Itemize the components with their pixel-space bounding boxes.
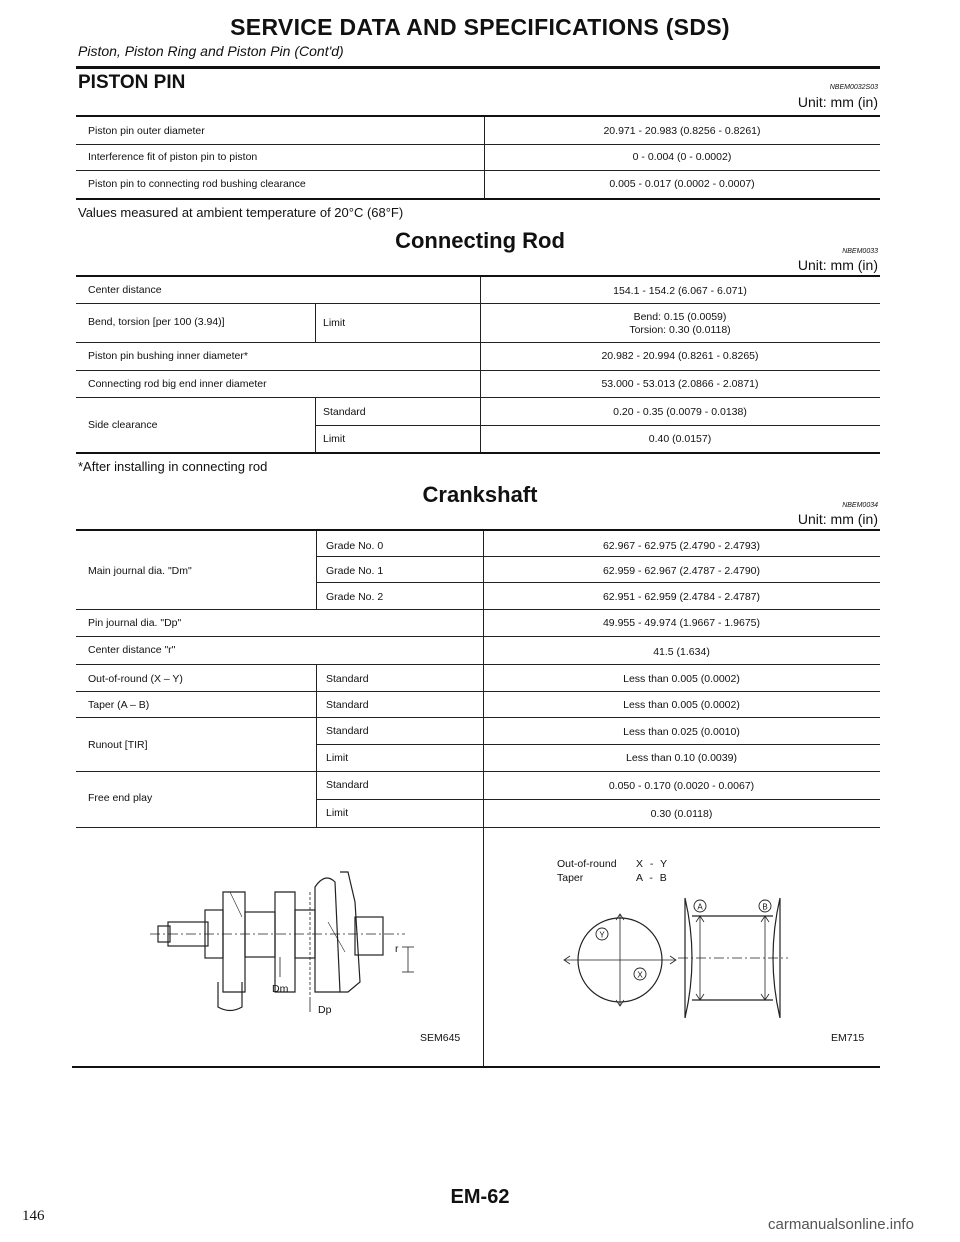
row-divider <box>76 636 880 637</box>
end-play-limit-value: 0.30 (0.0118) <box>650 808 713 820</box>
runout-limit: Limit <box>326 752 349 764</box>
runout-standard-value: Less than 0.025 (0.0010) <box>623 726 740 738</box>
r-label: r <box>395 943 399 955</box>
legend-taper: Taper <box>557 872 584 884</box>
row-divider <box>76 827 880 828</box>
piston-pin-code: NBEM0032S03 <box>829 84 878 91</box>
row-divider <box>76 771 880 772</box>
row-divider <box>76 370 880 371</box>
connecting-rod-title: Connecting Rod <box>395 228 565 253</box>
legend-out-of-round: Out-of-round <box>557 858 617 870</box>
out-of-round-label: Out-of-round (X – Y) <box>88 673 183 685</box>
side-clearance-limit-value: 0.40 (0.0157) <box>648 433 712 445</box>
figure-right-caption: EM715 <box>831 1032 865 1044</box>
row-divider <box>76 303 880 304</box>
pin-journal-label: Pin journal dia. "Dp" <box>88 617 182 629</box>
grade-value: 62.959 - 62.967 (2.4787 - 2.4790) <box>602 565 761 577</box>
bend-torsion-sub: Limit <box>323 317 346 329</box>
side-clearance-standard: Standard <box>323 406 366 418</box>
crankshaft-sub-divider <box>316 531 317 609</box>
bushing-label: Piston pin bushing inner diameter* <box>88 350 248 362</box>
row-divider <box>76 144 880 145</box>
bushing-value: 20.982 - 20.994 (0.8261 - 0.8265) <box>601 350 759 362</box>
taper-label: Taper (A – B) <box>88 699 150 711</box>
journal-measurement-diagram <box>560 888 800 1028</box>
center-distance-value: 154.1 - 154.2 (6.067 - 6.071) <box>613 285 747 297</box>
center-distance-r-label: Center distance "r" <box>88 644 176 656</box>
piston-pin-table-bottom <box>76 198 880 200</box>
piston-pin-row-value: 20.971 - 20.983 (0.8256 - 0.8261) <box>603 125 761 137</box>
out-of-round-value: Less than 0.005 (0.0002) <box>623 673 740 685</box>
page-title: SERVICE DATA AND SPECIFICATIONS (SDS) <box>230 14 730 40</box>
mark-y: Y <box>599 930 605 940</box>
bend-torsion-label: Bend, torsion [per 100 (3.94)] <box>88 316 225 328</box>
center-distance-label: Center distance <box>88 284 162 296</box>
dm-label: Dm <box>272 983 289 995</box>
crankshaft-code: NBEM0034 <box>842 502 878 509</box>
piston-pin-note: Values measured at ambient temperature of 20°C (68°F) <box>78 205 404 220</box>
piston-pin-table-top <box>76 115 880 117</box>
side-clearance-standard-value: 0.20 - 0.35 (0.0079 - 0.0138) <box>613 406 747 418</box>
out-of-round-sub: Standard <box>326 673 369 685</box>
crankshaft-sub-divider <box>316 664 317 828</box>
connecting-rod-unit: Unit: mm (in) <box>797 257 878 273</box>
connecting-rod-code: NBEM0033 <box>842 248 878 255</box>
piston-pin-row-value: 0.005 - 0.017 (0.0002 - 0.0007) <box>609 178 755 190</box>
crankshaft-table-top <box>76 529 880 531</box>
row-divider <box>76 609 880 610</box>
grade-value: 62.967 - 62.975 (2.4790 - 2.4793) <box>602 540 761 552</box>
crankshaft-unit: Unit: mm (in) <box>797 511 878 527</box>
page-subtitle: Piston, Piston Ring and Piston Pin (Cont'd) <box>78 43 344 59</box>
watermark: carmanualsonline.info <box>768 1216 914 1233</box>
end-play-standard: Standard <box>326 779 369 791</box>
dp-label: Dp <box>318 1004 332 1016</box>
row-divider <box>76 717 880 718</box>
row-divider <box>76 342 880 343</box>
header-divider <box>76 66 880 69</box>
piston-pin-title: PISTON PIN <box>78 72 186 93</box>
runout-label: Runout [TIR] <box>88 739 148 751</box>
mark-a: A <box>697 902 703 912</box>
page-label: EM-62 <box>450 1186 510 1208</box>
row-divider <box>316 556 880 557</box>
row-divider <box>76 664 880 665</box>
big-end-value: 53.000 - 53.013 (2.0866 - 2.0871) <box>601 378 759 390</box>
grade-label: Grade No. 1 <box>326 565 384 577</box>
end-play-label: Free end play <box>88 792 153 804</box>
side-clearance-label: Side clearance <box>88 419 158 431</box>
piston-pin-unit: Unit: mm (in) <box>797 94 878 110</box>
piston-pin-row-label: Piston pin to connecting rod bushing clearance <box>88 178 306 190</box>
torsion-value: Torsion: 0.30 (0.0118) <box>629 324 731 336</box>
main-journal-label: Main journal dia. "Dm" <box>88 565 192 577</box>
taper-sub: Standard <box>326 699 369 711</box>
grade-label: Grade No. 0 <box>326 540 384 552</box>
connecting-rod-table-top <box>76 275 880 277</box>
row-divider <box>76 170 880 171</box>
connecting-rod-table-bottom <box>76 452 880 454</box>
piston-pin-row-label: Piston pin outer diameter <box>88 125 205 137</box>
row-divider <box>316 582 880 583</box>
bend-value: Bend: 0.15 (0.0059) <box>633 311 727 323</box>
mark-b: B <box>762 902 768 912</box>
piston-pin-row-value: 0 - 0.004 (0 - 0.0002) <box>632 151 732 163</box>
crankshaft-table-bottom <box>72 1066 880 1068</box>
row-divider <box>315 425 880 426</box>
big-end-label: Connecting rod big end inner diameter <box>88 378 267 390</box>
taper-formula: A - B <box>636 872 669 884</box>
runout-limit-value: Less than 0.10 (0.0039) <box>626 752 737 764</box>
mark-x: X <box>637 970 643 980</box>
side-clearance-limit: Limit <box>323 433 346 445</box>
connecting-rod-note: *After installing in connecting rod <box>78 459 268 474</box>
oor-formula: X - Y <box>636 858 670 870</box>
connecting-rod-sub-divider <box>315 304 316 342</box>
piston-pin-row-label: Interference fit of piston pin to piston <box>88 151 258 163</box>
crankshaft-title: Crankshaft <box>422 482 538 507</box>
grade-value: 62.951 - 62.959 (2.4784 - 2.4787) <box>602 591 761 603</box>
runout-standard: Standard <box>326 725 369 737</box>
grade-label: Grade No. 2 <box>326 591 384 603</box>
end-play-standard-value: 0.050 - 0.170 (0.0020 - 0.0067) <box>608 780 755 792</box>
figure-left-caption: SEM645 <box>420 1032 461 1044</box>
row-divider <box>316 744 880 745</box>
page-number: 146 <box>22 1208 45 1224</box>
crankshaft-diagram <box>150 862 430 1022</box>
center-distance-r-value: 41.5 (1.634) <box>653 646 710 658</box>
row-divider <box>316 799 880 800</box>
row-divider <box>76 691 880 692</box>
taper-value: Less than 0.005 (0.0002) <box>623 699 740 711</box>
end-play-limit: Limit <box>326 807 349 819</box>
row-divider <box>76 397 880 398</box>
pin-journal-value: 49.955 - 49.974 (1.9667 - 1.9675) <box>602 617 761 629</box>
